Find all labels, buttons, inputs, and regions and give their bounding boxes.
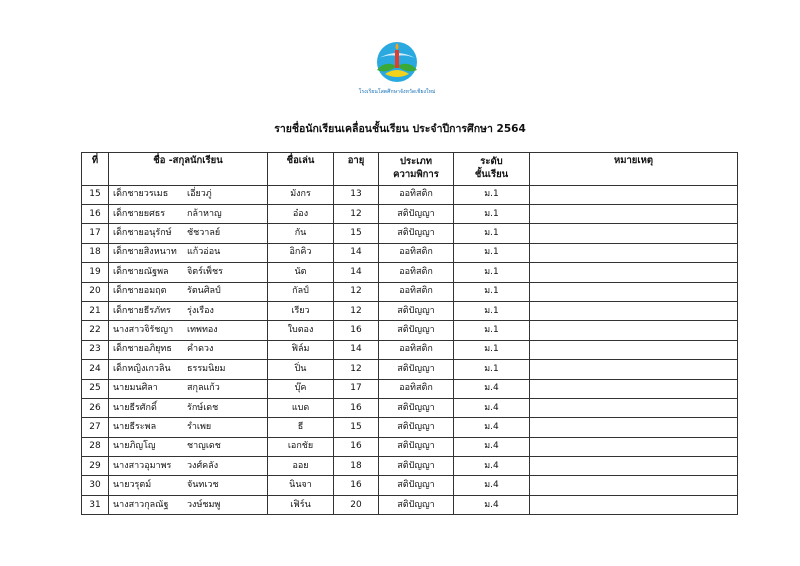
last-name: วงษ์ชมพู (187, 499, 221, 510)
cell-disability: ออทิสติก (379, 379, 454, 398)
cell-nickname: ออย (268, 457, 334, 476)
cell-disability: สติปัญญา (379, 476, 454, 495)
cell-no: 31 (82, 495, 109, 514)
cell-disability: ออทิสติก (379, 263, 454, 282)
cell-nickname: ธี (268, 418, 334, 437)
last-name: ธรรมนิยม (187, 363, 226, 374)
first-name: นายธีระพล (113, 422, 157, 432)
cell-disability: สติปัญญา (379, 418, 454, 437)
first-name: เด็กชายอมฤต (113, 286, 167, 297)
cell-level: ม.4 (454, 495, 530, 514)
first-name: เด็กชายวรเมธ (113, 189, 169, 200)
table-row (82, 243, 738, 262)
last-name: ชาญเดช (187, 441, 221, 452)
cell-disability: สติปัญญา (379, 457, 454, 476)
cell-name (109, 418, 268, 437)
first-name: นางสาวกุลณัฐ (113, 499, 169, 510)
table-row (82, 321, 738, 340)
cell-no: 26 (82, 398, 109, 417)
cell-nickname: บุ๊ค (268, 379, 334, 398)
cell-level: ม.1 (454, 301, 530, 320)
cell-name (109, 243, 268, 262)
cell-disability: สติปัญญา (379, 437, 454, 456)
header-level: ระดับ ชั้นเรียน (454, 153, 530, 186)
cell-name (109, 224, 268, 243)
cell-note (530, 476, 738, 495)
cell-level: ม.1 (454, 282, 530, 301)
cell-note (530, 321, 738, 340)
last-name: จันทเวช (187, 480, 219, 491)
cell-nickname: อ๋อง (268, 205, 334, 224)
table-row (82, 301, 738, 320)
cell-note (530, 340, 738, 359)
table-row (82, 476, 738, 495)
last-name: สกุลแก้ว (187, 383, 220, 394)
table-row (82, 360, 738, 379)
cell-nickname: เอกชัย (268, 437, 334, 456)
cell-note (530, 398, 738, 417)
header-age: อายุ (334, 153, 379, 186)
cell-no: 27 (82, 418, 109, 437)
cell-age: 16 (334, 437, 379, 456)
cell-nickname: ใบตอง (268, 321, 334, 340)
cell-note (530, 457, 738, 476)
first-name: นายวรุตม์ (113, 480, 152, 491)
document-title: รายชื่อนักเรียนเคลื่อนชั้นเรียน ประจำปีการศึกษา 2564 (274, 123, 526, 135)
cell-age: 16 (334, 321, 379, 340)
last-name: รำเพย (187, 422, 212, 432)
cell-level: ม.4 (454, 418, 530, 437)
cell-age: 18 (334, 457, 379, 476)
cell-level: ม.4 (454, 379, 530, 398)
cell-age: 17 (334, 379, 379, 398)
last-name: วงศ์คลัง (187, 460, 219, 471)
first-name: นายมนศิลา (113, 383, 158, 394)
cell-disability: สติปัญญา (379, 495, 454, 514)
cell-note (530, 185, 738, 204)
table-row (82, 457, 738, 476)
cell-nickname: เรียว (268, 301, 334, 320)
cell-name (109, 185, 268, 204)
cell-note (530, 243, 738, 262)
cell-nickname: ปิ่น (268, 360, 334, 379)
table-header-row (82, 153, 738, 186)
cell-disability: ออทิสติก (379, 340, 454, 359)
cell-nickname: ฟิล์ม (268, 340, 334, 359)
cell-no: 20 (82, 282, 109, 301)
cell-note (530, 301, 738, 320)
last-name: แก้วอ่อน (187, 247, 221, 258)
cell-name (109, 476, 268, 495)
cell-level: ม.1 (454, 263, 530, 282)
school-logo-icon (358, 40, 436, 96)
table-row (82, 437, 738, 456)
cell-age: 12 (334, 360, 379, 379)
cell-nickname: นินจา (268, 476, 334, 495)
header-disability: ประเภท ความพิการ (379, 153, 454, 186)
cell-age: 14 (334, 340, 379, 359)
cell-level: ม.4 (454, 437, 530, 456)
cell-age: 15 (334, 224, 379, 243)
cell-age: 16 (334, 476, 379, 495)
cell-no: 29 (82, 457, 109, 476)
cell-note (530, 437, 738, 456)
cell-level: ม.1 (454, 243, 530, 262)
cell-note (530, 205, 738, 224)
cell-name (109, 301, 268, 320)
cell-no: 23 (82, 340, 109, 359)
cell-no: 21 (82, 301, 109, 320)
cell-no: 15 (82, 185, 109, 204)
cell-disability: สติปัญญา (379, 398, 454, 417)
cell-level: ม.1 (454, 340, 530, 359)
cell-level: ม.4 (454, 457, 530, 476)
first-name: เด็กชายธีรภัทร (113, 305, 171, 316)
cell-name (109, 321, 268, 340)
table-row (82, 418, 738, 437)
cell-nickname: เฟิร์น (268, 495, 334, 514)
cell-name (109, 360, 268, 379)
cell-level: ม.1 (454, 360, 530, 379)
last-name: เอี่ยวภู่ (187, 189, 212, 200)
cell-no: 28 (82, 437, 109, 456)
cell-nickname: แบด (268, 398, 334, 417)
table-row (82, 263, 738, 282)
cell-no: 30 (82, 476, 109, 495)
cell-note (530, 224, 738, 243)
cell-age: 20 (334, 495, 379, 514)
cell-disability: สติปัญญา (379, 360, 454, 379)
cell-age: 14 (334, 243, 379, 262)
cell-nickname: มังกร (268, 185, 334, 204)
cell-name (109, 495, 268, 514)
header-no: ที่ (82, 153, 109, 186)
first-name: เด็กหญิงเกวลิน (113, 363, 171, 374)
table-row (82, 205, 738, 224)
header-note: หมายเหตุ (530, 153, 738, 186)
table-row (82, 185, 738, 204)
cell-nickname: กัลป์ (268, 282, 334, 301)
cell-disability: ออทิสติก (379, 282, 454, 301)
last-name: รักษ์เดช (187, 402, 219, 413)
cell-no: 16 (82, 205, 109, 224)
cell-note (530, 379, 738, 398)
cell-name (109, 282, 268, 301)
cell-name (109, 457, 268, 476)
first-name: เด็กชายณัฐพล (113, 266, 169, 277)
cell-level: ม.4 (454, 476, 530, 495)
header-name: ชื่อ -สกุลนักเรียน (109, 153, 268, 186)
last-name: จิตร์เพ็ชร (187, 266, 223, 277)
table-row (82, 495, 738, 514)
cell-age: 16 (334, 398, 379, 417)
cell-note (530, 360, 738, 379)
student-table (81, 152, 738, 515)
cell-age: 12 (334, 301, 379, 320)
cell-name (109, 263, 268, 282)
last-name: รัตนศิลป์ (187, 286, 221, 297)
cell-nickname: อิกคิว (268, 243, 334, 262)
first-name: เด็กชายอภิยุทธ (113, 344, 172, 355)
cell-age: 12 (334, 205, 379, 224)
cell-level: ม.1 (454, 185, 530, 204)
first-name: นายธีรศักดิ์ (113, 402, 157, 413)
cell-note (530, 495, 738, 514)
first-name: เด็กชายอนุรักษ์ (113, 228, 172, 239)
cell-no: 25 (82, 379, 109, 398)
cell-age: 14 (334, 263, 379, 282)
svg-text:โรงเรียนโสตศึกษาจังหวัดเชียงให: โรงเรียนโสตศึกษาจังหวัดเชียงใหม่ (358, 89, 436, 95)
last-name: ชัชวาลย์ (187, 228, 221, 239)
last-name: เทพทอง (187, 325, 218, 336)
cell-level: ม.1 (454, 321, 530, 340)
cell-note (530, 263, 738, 282)
cell-disability: สติปัญญา (379, 321, 454, 340)
cell-disability: สติปัญญา (379, 224, 454, 243)
cell-nickname: กัน (268, 224, 334, 243)
cell-no: 22 (82, 321, 109, 340)
cell-name (109, 205, 268, 224)
cell-name (109, 398, 268, 417)
cell-age: 13 (334, 185, 379, 204)
cell-name (109, 379, 268, 398)
first-name: นางสาวจิรัชญา (113, 325, 174, 336)
first-name: นายภิญโญ (113, 441, 156, 452)
cell-note (530, 418, 738, 437)
cell-level: ม.4 (454, 398, 530, 417)
cell-no: 18 (82, 243, 109, 262)
table-row (82, 282, 738, 301)
cell-disability: ออทิสติก (379, 243, 454, 262)
cell-disability: สติปัญญา (379, 301, 454, 320)
cell-level: ม.1 (454, 205, 530, 224)
cell-name (109, 340, 268, 359)
cell-age: 15 (334, 418, 379, 437)
cell-note (530, 282, 738, 301)
last-name: รุ่งเรือง (187, 305, 214, 316)
cell-name (109, 437, 268, 456)
header-nickname: ชื่อเล่น (268, 153, 334, 186)
cell-nickname: นัต (268, 263, 334, 282)
table-row (82, 224, 738, 243)
cell-no: 19 (82, 263, 109, 282)
table-row (82, 340, 738, 359)
last-name: คำดวง (187, 344, 214, 355)
table-row (82, 398, 738, 417)
first-name: นางสาวอุมาพร (113, 460, 172, 471)
cell-no: 24 (82, 360, 109, 379)
first-name: เด็กชายยศธร (113, 208, 166, 219)
cell-level: ม.1 (454, 224, 530, 243)
last-name: กล้าหาญ (187, 208, 222, 219)
table-row (82, 379, 738, 398)
first-name: เด็กชายสิงหนาท (113, 247, 177, 258)
cell-disability: สติปัญญา (379, 205, 454, 224)
cell-disability: ออทิสติก (379, 185, 454, 204)
cell-no: 17 (82, 224, 109, 243)
cell-age: 12 (334, 282, 379, 301)
